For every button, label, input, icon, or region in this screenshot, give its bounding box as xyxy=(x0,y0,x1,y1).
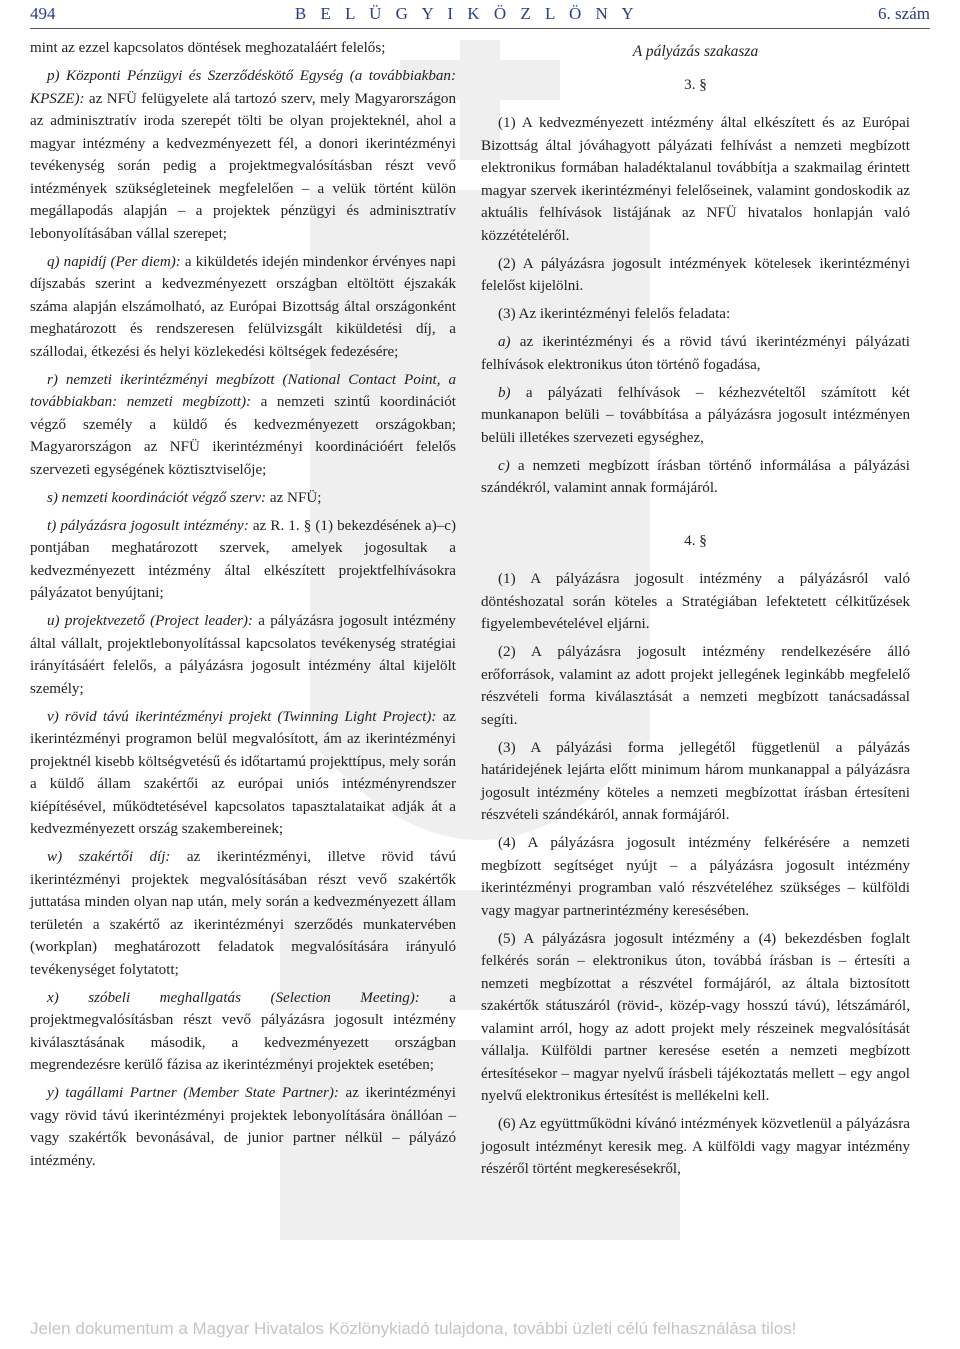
item-term: a) xyxy=(498,334,511,350)
definition-text: a nemzeti szintű koordinációt végző személy a küldő és kedvezményezett országokban; Magyarországon az NFÜ ikerintézményi koordinációért felelős szervezeti egységének köztisztviselője; xyxy=(30,394,456,478)
journal-title: B E L Ü G Y I K Ö Z L Ö N Y xyxy=(294,4,639,23)
copyright-footer: Jelen dokumentum a Magyar Hivatalos Közlönykiadó tulajdona, további üzleti célú felhasználása tilos! xyxy=(30,1319,797,1338)
section-title: A pályázás szakasza xyxy=(632,43,759,60)
definition-paragraph xyxy=(30,487,456,510)
page-header xyxy=(30,0,930,29)
definition-paragraph xyxy=(30,37,456,60)
section-3-paragraph: (2) A pályázásra jogosult intézmények kötelesek ikerintézményi felelőst kijelölni. xyxy=(481,255,910,294)
definition-text: az NFÜ; xyxy=(266,489,322,506)
right-column xyxy=(481,41,910,1186)
item-term: b) xyxy=(498,384,511,401)
definition-paragraph xyxy=(30,610,456,700)
item-text: a pályázati felhívások – kézhezvételtől számított két munkanapon belüli – továbbítása a pályázásra jogosult intézményen belüli illetékes szervezeti egységhez, xyxy=(481,384,910,446)
section-4-paragraph: (5) A pályázásra jogosult intézmény a (4) bekezdésben foglalt felkérés során – elektronikus úton, továbbá írásban is – értesíti a nemzeti megbízottat a részvétel formájáról, az általa biztosított szakértők státuszáról (rövid-, közép-vagy hosszú távú), létszámáról, valamint arról, hogy az adott projekt mely részeinek megvalósítását vállalja. Külföldi partner keresése esetén a nemzeti megbízott értesítésekor – magyar nyelvű írásbeli tájékoztatás mellett – egy angol nyelvű elektronikus értesítést is mellékelni kell. xyxy=(481,930,910,1104)
page-number: 494 xyxy=(30,4,56,23)
issue-number: 6. szám xyxy=(878,4,930,23)
definition-text: a kiküldetés idején mindenkor érvényes napi díjszabás szerint a kedvezményezett országban eltöltött éjszakák száma alapján elszámolható, az Európai Bizottság által országonként meghatározott és rendszeresen felülvizsgált kiküldetési díj, a szállodai, étkezési és helyi közlekedési költségek fedezésére; xyxy=(30,253,457,360)
definition-paragraph xyxy=(30,846,456,981)
section-3-item xyxy=(481,455,910,500)
section-3-paragraph: (3) Az ikerintézményi felelős feladata: xyxy=(498,306,731,322)
section-3-item xyxy=(481,331,910,376)
definition-paragraph xyxy=(30,515,456,605)
definition-term: u) projektvezető (Project leader): xyxy=(47,613,253,629)
definition-term: x) szóbeli meghallgatás (Selection Meeting): xyxy=(47,989,420,1006)
section-4-heading: 4. § xyxy=(684,532,707,549)
definition-term: r) nemzeti ikerintézményi megbízott (National Contact Point, a továbbiakban: nemzeti megbízott): xyxy=(30,371,456,410)
definition-term: v) rövid távú ikerintézményi projekt (Twinning Light Project): xyxy=(47,708,437,725)
item-text: a nemzeti megbízott írásban történő informálása a pályázási szándékról, valamint annak formájáról. xyxy=(481,457,910,496)
definition-text: az ikerintézményi, illetve rövid távú ikerintézményi projektek megvalósításában részt vevő szakértők juttatása minden olyan nap után, mely során a kedvezményezett állam területén a szakértő az ikerintézményi szerződés munkatervében (workplan) meghatározott feladatok megvalósítására irányuló tevékenységet folytatott; xyxy=(30,849,456,978)
definition-term: s) nemzeti koordinációt végző szerv: xyxy=(47,489,267,506)
definition-term: t) pályázásra jogosult intézmény: xyxy=(47,517,249,534)
section-3-heading: 3. § xyxy=(684,76,707,93)
definition-paragraph xyxy=(30,369,456,482)
definition-text: a projektmegvalósításban részt vevő pályázásra jogosult intézmény kiválasztásának második, a kedvezményezett országban megrendezésre kerülő fázisa az ikerintézményi projektek esetében; xyxy=(30,989,456,1073)
definition-text: mint az ezzel kapcsolatos döntések meghozataláért felelős; xyxy=(30,40,386,56)
section-4-paragraph: (2) A pályázásra jogosult intézmény rendelkezésére álló erőforrások, valamint az adott projekt jellegének leginkább megfelelő részvételi forma kiválasztását a nemzeti megbízott tanácsadással segíti. xyxy=(481,644,910,728)
section-4-paragraph: (1) A pályázásra jogosult intézmény a pályázásról való döntéshozatal során köteles a Stratégiában lefektetett célkitűzések figyelembevételével eljárni. xyxy=(481,571,910,632)
definition-term: y) tagállami Partner (Member State Partner): xyxy=(47,1085,339,1101)
definition-paragraph xyxy=(30,65,456,245)
section-3-paragraph: (1) A kedvezményezett intézmény által elkészített és az Európai Bizottság által jóváhagyott pályázati felhívást a nemzeti megbízott elektronikus formában haladéktalanul továbbítja a szakmailag érintett magyar szervek ikerintézményi felelőseinek, valamint gondoskodik az aktuális felhívások listájának az NFÜ hivatalos honlapján való közzétételéről. xyxy=(481,115,910,244)
item-text: az ikerintézményi és a rövid távú ikerintézményi pályázati felhívások elektronikus úton történő fogadása, xyxy=(481,334,910,373)
definition-paragraph xyxy=(30,706,456,841)
section-3-item xyxy=(481,382,910,450)
section-4-paragraph: (3) A pályázási forma jellegétől függetlenül a pályázás határidejének lejárta előtt minimum három munkanappal a pályázásra jogosult intézmény köteles a nemzeti megbízottat írásban értesíteni részvételi szándékáról, annak formájáról. xyxy=(481,739,910,823)
definition-text: az ikerintézményi programon belül megvalósított, ám az ikerintézményi projektnél kisebb költségvetésű és időtartamú projekttípus, mely során a küldő állam szakértői az európai uniós intézményrendszer kiépítésével, működtetésével kapcsolatos tapasztalataikat adják át a kedvezményezett ország szakembereinek; xyxy=(30,708,456,837)
section-4-paragraph: (6) Az együttműködni kívánó intézmények közvetlenül a pályázásra jogosult intézményt keresik meg. A külföldi vagy magyar intézmény részéről történt megkeresésekről, xyxy=(481,1116,910,1177)
definition-paragraph xyxy=(30,1082,456,1172)
definition-text: az NFÜ felügyelete alá tartozó szerv, mely Magyarországon az adminisztratív iroda szerepét tölti be olyan projekteknél, ahol a magyar intézmény a kedvezményezett fél, a donori ikerintézményi tevékenység során pedig a projektmegvalósításban részt vevő intézmények szükségleteinek megfelelően – a velük történt külön megállapodás alapján – a projektek pénzügyi és adminisztratív lebonyolításában vállal szerepet; xyxy=(30,90,456,242)
definition-paragraph xyxy=(30,251,456,364)
definition-text: az ikerintézményi vagy rövid távú ikerintézményi projektek lebonyolítására önállóan – vagy szakértők bevonásával, de junior partner nélkül – pályázó intézmény. xyxy=(30,1085,456,1169)
item-term: c) xyxy=(498,457,510,474)
section-4-paragraph: (4) A pályázásra jogosult intézmény felkérésére a nemzeti megbízott segítséget nyújt – a pályázásra jogosult intézmény ikerintézményi programban való részvételéhez szükséges – külföldi vagy magyar partnerintézmény keresésében. xyxy=(481,835,910,919)
left-column xyxy=(30,37,456,1178)
definition-term: w) szakértői díj: xyxy=(47,849,171,865)
definition-text: az R. 1. § (1) bekezdésének a)–c) pontjában meghatározott szervek, amelyek jogosultak a kedvezményezett intézmény által elkészített projektfelhívásokra pályázatot benyújtani; xyxy=(30,517,456,601)
definition-text: a pályázásra jogosult intézmény által vállalt, projektlebonyolítással kapcsolatos tevékenység stratégiai irányításáért felelős, a pályázásra jogosult intézmény által kijelölt személy; xyxy=(30,613,456,697)
definition-term: p) Központi Pénzügyi és Szerződéskötő Egység (a továbbiakban: KPSZE): xyxy=(30,68,456,107)
definition-term: q) napidíj (Per diem): xyxy=(47,253,181,270)
definition-paragraph xyxy=(30,987,456,1077)
